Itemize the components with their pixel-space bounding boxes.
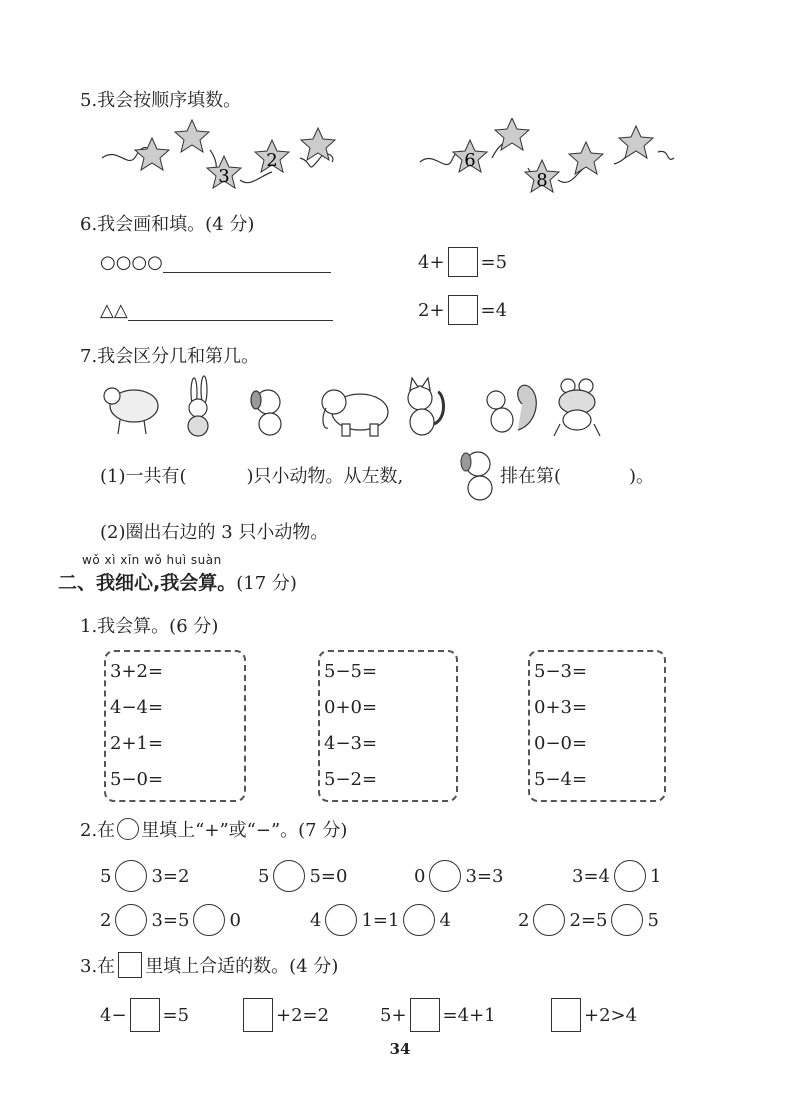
answer-line-2[interactable] bbox=[128, 306, 333, 321]
calc-item: 5−3= bbox=[534, 661, 588, 682]
calc-box-3 bbox=[528, 650, 666, 802]
s2-title-a: 2.在 bbox=[80, 820, 116, 841]
s3-title-b: 里填上合适的数。(4 分) bbox=[145, 956, 339, 977]
operator-circle[interactable] bbox=[614, 860, 646, 892]
s3-item: 5+ =4+1 bbox=[380, 998, 496, 1032]
star-chain-left bbox=[100, 118, 360, 198]
answer-box[interactable] bbox=[410, 998, 440, 1032]
s2-item: 2 2=5 5 bbox=[518, 904, 659, 936]
star-7 bbox=[495, 118, 529, 150]
answer-box[interactable] bbox=[448, 295, 478, 325]
s3-item: +2=2 bbox=[240, 998, 329, 1032]
operator-circle[interactable] bbox=[403, 904, 435, 936]
q7-part1-end bbox=[500, 462, 654, 488]
calc-item: 0+0= bbox=[324, 697, 378, 718]
rabbit-icon bbox=[188, 376, 208, 436]
answer-line-1[interactable] bbox=[163, 258, 331, 273]
q6-title: 6.我会画和填。(4 分) bbox=[80, 214, 255, 235]
star-num-2: 2 bbox=[266, 150, 278, 171]
square-icon bbox=[118, 952, 142, 978]
s2-title-b: 里填上“+”或“−”。(7 分) bbox=[141, 820, 348, 841]
s3-item: 4− =5 bbox=[100, 998, 189, 1032]
section2-title: 二、我细心,我会算。 bbox=[58, 572, 237, 594]
s3-title bbox=[80, 952, 338, 978]
animals-row bbox=[98, 374, 618, 440]
q6-row2-draw bbox=[100, 300, 333, 321]
operator-circle[interactable] bbox=[429, 860, 461, 892]
q6-row1-eq bbox=[418, 247, 507, 277]
calc-item: 4−3= bbox=[324, 733, 378, 754]
s3-item: +2>4 bbox=[548, 998, 637, 1032]
calc-item: 5−0= bbox=[110, 769, 164, 790]
star-chain-right bbox=[418, 118, 678, 198]
operator-circle[interactable] bbox=[115, 860, 147, 892]
eq-left: 4+ bbox=[418, 251, 445, 273]
p1-text-b: )只小动物。从左数, bbox=[246, 466, 404, 487]
calc-item: 5−2= bbox=[324, 769, 378, 790]
puppy-icon bbox=[251, 390, 281, 435]
eq-right: =5 bbox=[480, 251, 508, 273]
operator-circle[interactable] bbox=[115, 904, 147, 936]
calc-box-1 bbox=[104, 650, 246, 802]
calc-item: 4−4= bbox=[110, 697, 164, 718]
eq-left: 2+ bbox=[418, 299, 445, 321]
page-number: 34 bbox=[389, 1040, 411, 1058]
answer-box[interactable] bbox=[130, 998, 160, 1032]
s2-item: 4 1=1 4 bbox=[310, 904, 451, 936]
star-2 bbox=[175, 120, 209, 152]
star-num-6: 6 bbox=[464, 150, 476, 171]
q7-part2: (2)圈出右边的 3 只小动物。 bbox=[100, 522, 329, 543]
elephant-icon bbox=[322, 390, 388, 436]
star-1 bbox=[135, 138, 169, 170]
operator-circle[interactable] bbox=[611, 904, 643, 936]
q7-title: 7.我会区分几和第几。 bbox=[80, 346, 260, 367]
q6-row1-draw bbox=[100, 252, 331, 273]
q7-part1 bbox=[100, 462, 403, 488]
s2-item: 2 3=5 0 bbox=[100, 904, 241, 936]
operator-circle[interactable] bbox=[325, 904, 357, 936]
p1-text-a: (1)一共有( bbox=[100, 466, 187, 487]
cat-icon bbox=[408, 378, 444, 435]
operator-circle[interactable] bbox=[533, 904, 565, 936]
star-10 bbox=[619, 126, 653, 158]
calc-item: 0+3= bbox=[534, 697, 588, 718]
s2-title bbox=[80, 816, 347, 842]
section2-heading bbox=[58, 568, 297, 595]
star-num-3: 3 bbox=[218, 166, 230, 187]
operator-circle[interactable] bbox=[273, 860, 305, 892]
circle-icon bbox=[117, 818, 139, 840]
circles-shapes: ○○○○ bbox=[100, 252, 163, 273]
calc-item: 0−0= bbox=[534, 733, 588, 754]
s2-item: 5 5=0 bbox=[258, 860, 347, 892]
p1-text-c: 排在第( bbox=[500, 466, 562, 487]
section2-score: (17 分) bbox=[236, 573, 297, 594]
section2-pinyin: wǒ xì xīn wǒ huì suàn bbox=[82, 553, 222, 567]
q6-row2-eq bbox=[418, 295, 507, 325]
q5-title: 5.我会按顺序填数。 bbox=[80, 90, 242, 111]
star-9 bbox=[569, 142, 603, 174]
calc-item: 3+2= bbox=[110, 661, 164, 682]
s2-item: 3=4 1 bbox=[572, 860, 661, 892]
puppy-inline-icon bbox=[452, 446, 502, 504]
squirrel-icon bbox=[487, 385, 536, 432]
s2-item: 5 3=2 bbox=[100, 860, 189, 892]
answer-box[interactable] bbox=[243, 998, 273, 1032]
star-num-8: 8 bbox=[536, 170, 548, 191]
calc-item: 5−5= bbox=[324, 661, 378, 682]
answer-box[interactable] bbox=[551, 998, 581, 1032]
triangles-shapes: △△ bbox=[100, 300, 128, 321]
s1-title: 1.我会算。(6 分) bbox=[80, 616, 219, 637]
calc-item: 5−4= bbox=[534, 769, 588, 790]
p1-text-d: )。 bbox=[629, 466, 655, 487]
calc-box-2 bbox=[318, 650, 458, 802]
calc-item: 2+1= bbox=[110, 733, 164, 754]
answer-box[interactable] bbox=[448, 247, 478, 277]
eq-right: =4 bbox=[480, 299, 508, 321]
s2-item: 0 3=3 bbox=[414, 860, 503, 892]
s3-title-a: 3.在 bbox=[80, 956, 116, 977]
operator-circle[interactable] bbox=[193, 904, 225, 936]
frog-icon bbox=[554, 379, 600, 436]
sheep-icon bbox=[104, 388, 158, 434]
